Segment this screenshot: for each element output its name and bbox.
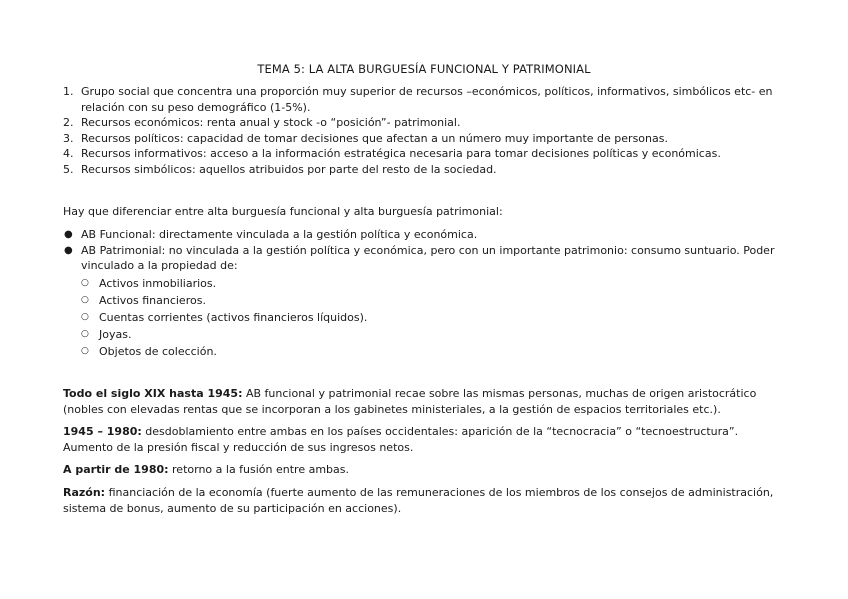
paragraph-razon [63, 485, 788, 516]
paragraph-1980 [63, 462, 788, 478]
sub-item-text: Joyas. [99, 327, 132, 341]
list-item [63, 131, 788, 147]
bullet-icon: ● [64, 229, 73, 240]
sub-item-text: Cuentas corrientes (activos financieros líquidos). [99, 310, 368, 324]
bullet-icon: ● [64, 244, 73, 256]
circle-bullet-icon: ○ [81, 277, 89, 288]
list-item [63, 162, 788, 178]
sub-list-item [81, 275, 788, 292]
list-item [63, 146, 788, 162]
numbered-list [63, 84, 788, 177]
circle-bullet-icon: ○ [81, 345, 89, 356]
bullet-item-patrimonial [63, 243, 788, 360]
bullet-list [63, 227, 788, 360]
list-text: Recursos políticos: capacidad de tomar decisiones que afectan a un número muy importante de personas. [81, 131, 668, 145]
list-number: 2. [63, 116, 74, 129]
list-number: 5. [63, 162, 74, 176]
sub-list-item [81, 326, 788, 343]
bullet-text: AB Patrimonial: no vinculada a la gestión política y económica, pero con un importante patrimonio: consumo suntuario. Poder vinculado a la propiedad de: [81, 243, 775, 272]
page-title: TEMA 5: LA ALTA BURGUESÍA FUNCIONAL Y PATRIMONIAL [257, 62, 591, 76]
sub-item-text: Objetos de colección. [99, 344, 217, 358]
sub-item-text: Activos inmobiliarios. [99, 276, 217, 290]
list-number: 4. [63, 147, 74, 160]
paragraph-1945-1980 [63, 424, 788, 455]
circle-bullet-icon: ○ [81, 294, 89, 305]
list-number: 1. [63, 85, 74, 98]
paragraph-text: desdoblamiento entre ambas en los países occidentales: aparición de la “tecnocracia” o “tecnoestructura”. Aumento de la presión fiscal y reducción de sus ingresos netos. [63, 425, 739, 454]
list-item [63, 84, 788, 115]
paragraph-text: AB funcional y patrimonial recae sobre las mismas personas, muchas de origen aristocrático (nobles con elevadas rentas que se incorporan a los gabinetes ministeriales, a la gestión de espacios territoriales etc.). [63, 387, 757, 416]
paragraph-text: retorno a la fusión entre ambas. [168, 463, 350, 476]
paragraph-siglo-xix [63, 386, 788, 417]
paragraph-label: Razón: [63, 486, 106, 499]
sub-list [81, 275, 788, 360]
bullet-text: AB Funcional: directamente vinculada a la gestión política y económica. [81, 228, 478, 241]
paragraph-text: financiación de la economía (fuerte aumento de las remuneraciones de los miembros de los consejos de administración, sistema de bonus, aumento de su participación en acciones). [63, 486, 774, 515]
sub-list-item [81, 343, 788, 360]
circle-bullet-icon: ○ [81, 311, 89, 322]
paragraph-label: Todo el siglo XIX hasta 1945: [63, 387, 243, 400]
intro-paragraph: Hay que diferenciar entre alta burguesía funcional y alta burguesía patrimonial: [63, 205, 503, 218]
paragraph-label: A partir de 1980: [63, 463, 169, 476]
list-text: Grupo social que concentra una proporción muy superior de recursos –económicos, políticos, informativos, simbólicos etc- en relación con su peso demográfico (1-5%). [81, 85, 773, 114]
list-text: Recursos informativos: acceso a la información estratégica necesaria para tomar decisiones políticas y económicas. [81, 147, 721, 160]
sub-list-item [81, 292, 788, 309]
list-text: Recursos económicos: renta anual y stock -o “posición”- patrimonial. [81, 116, 461, 129]
bullet-item-funcional [63, 227, 788, 243]
list-number: 3. [63, 131, 74, 145]
list-text: Recursos simbólicos: aquellos atribuidos por parte del resto de la sociedad. [81, 162, 497, 176]
circle-bullet-icon: ○ [81, 328, 89, 339]
sub-item-text: Activos financieros. [99, 293, 206, 307]
sub-list-item [81, 309, 788, 326]
list-item [63, 115, 788, 131]
paragraph-label: 1945 – 1980: [63, 425, 142, 438]
